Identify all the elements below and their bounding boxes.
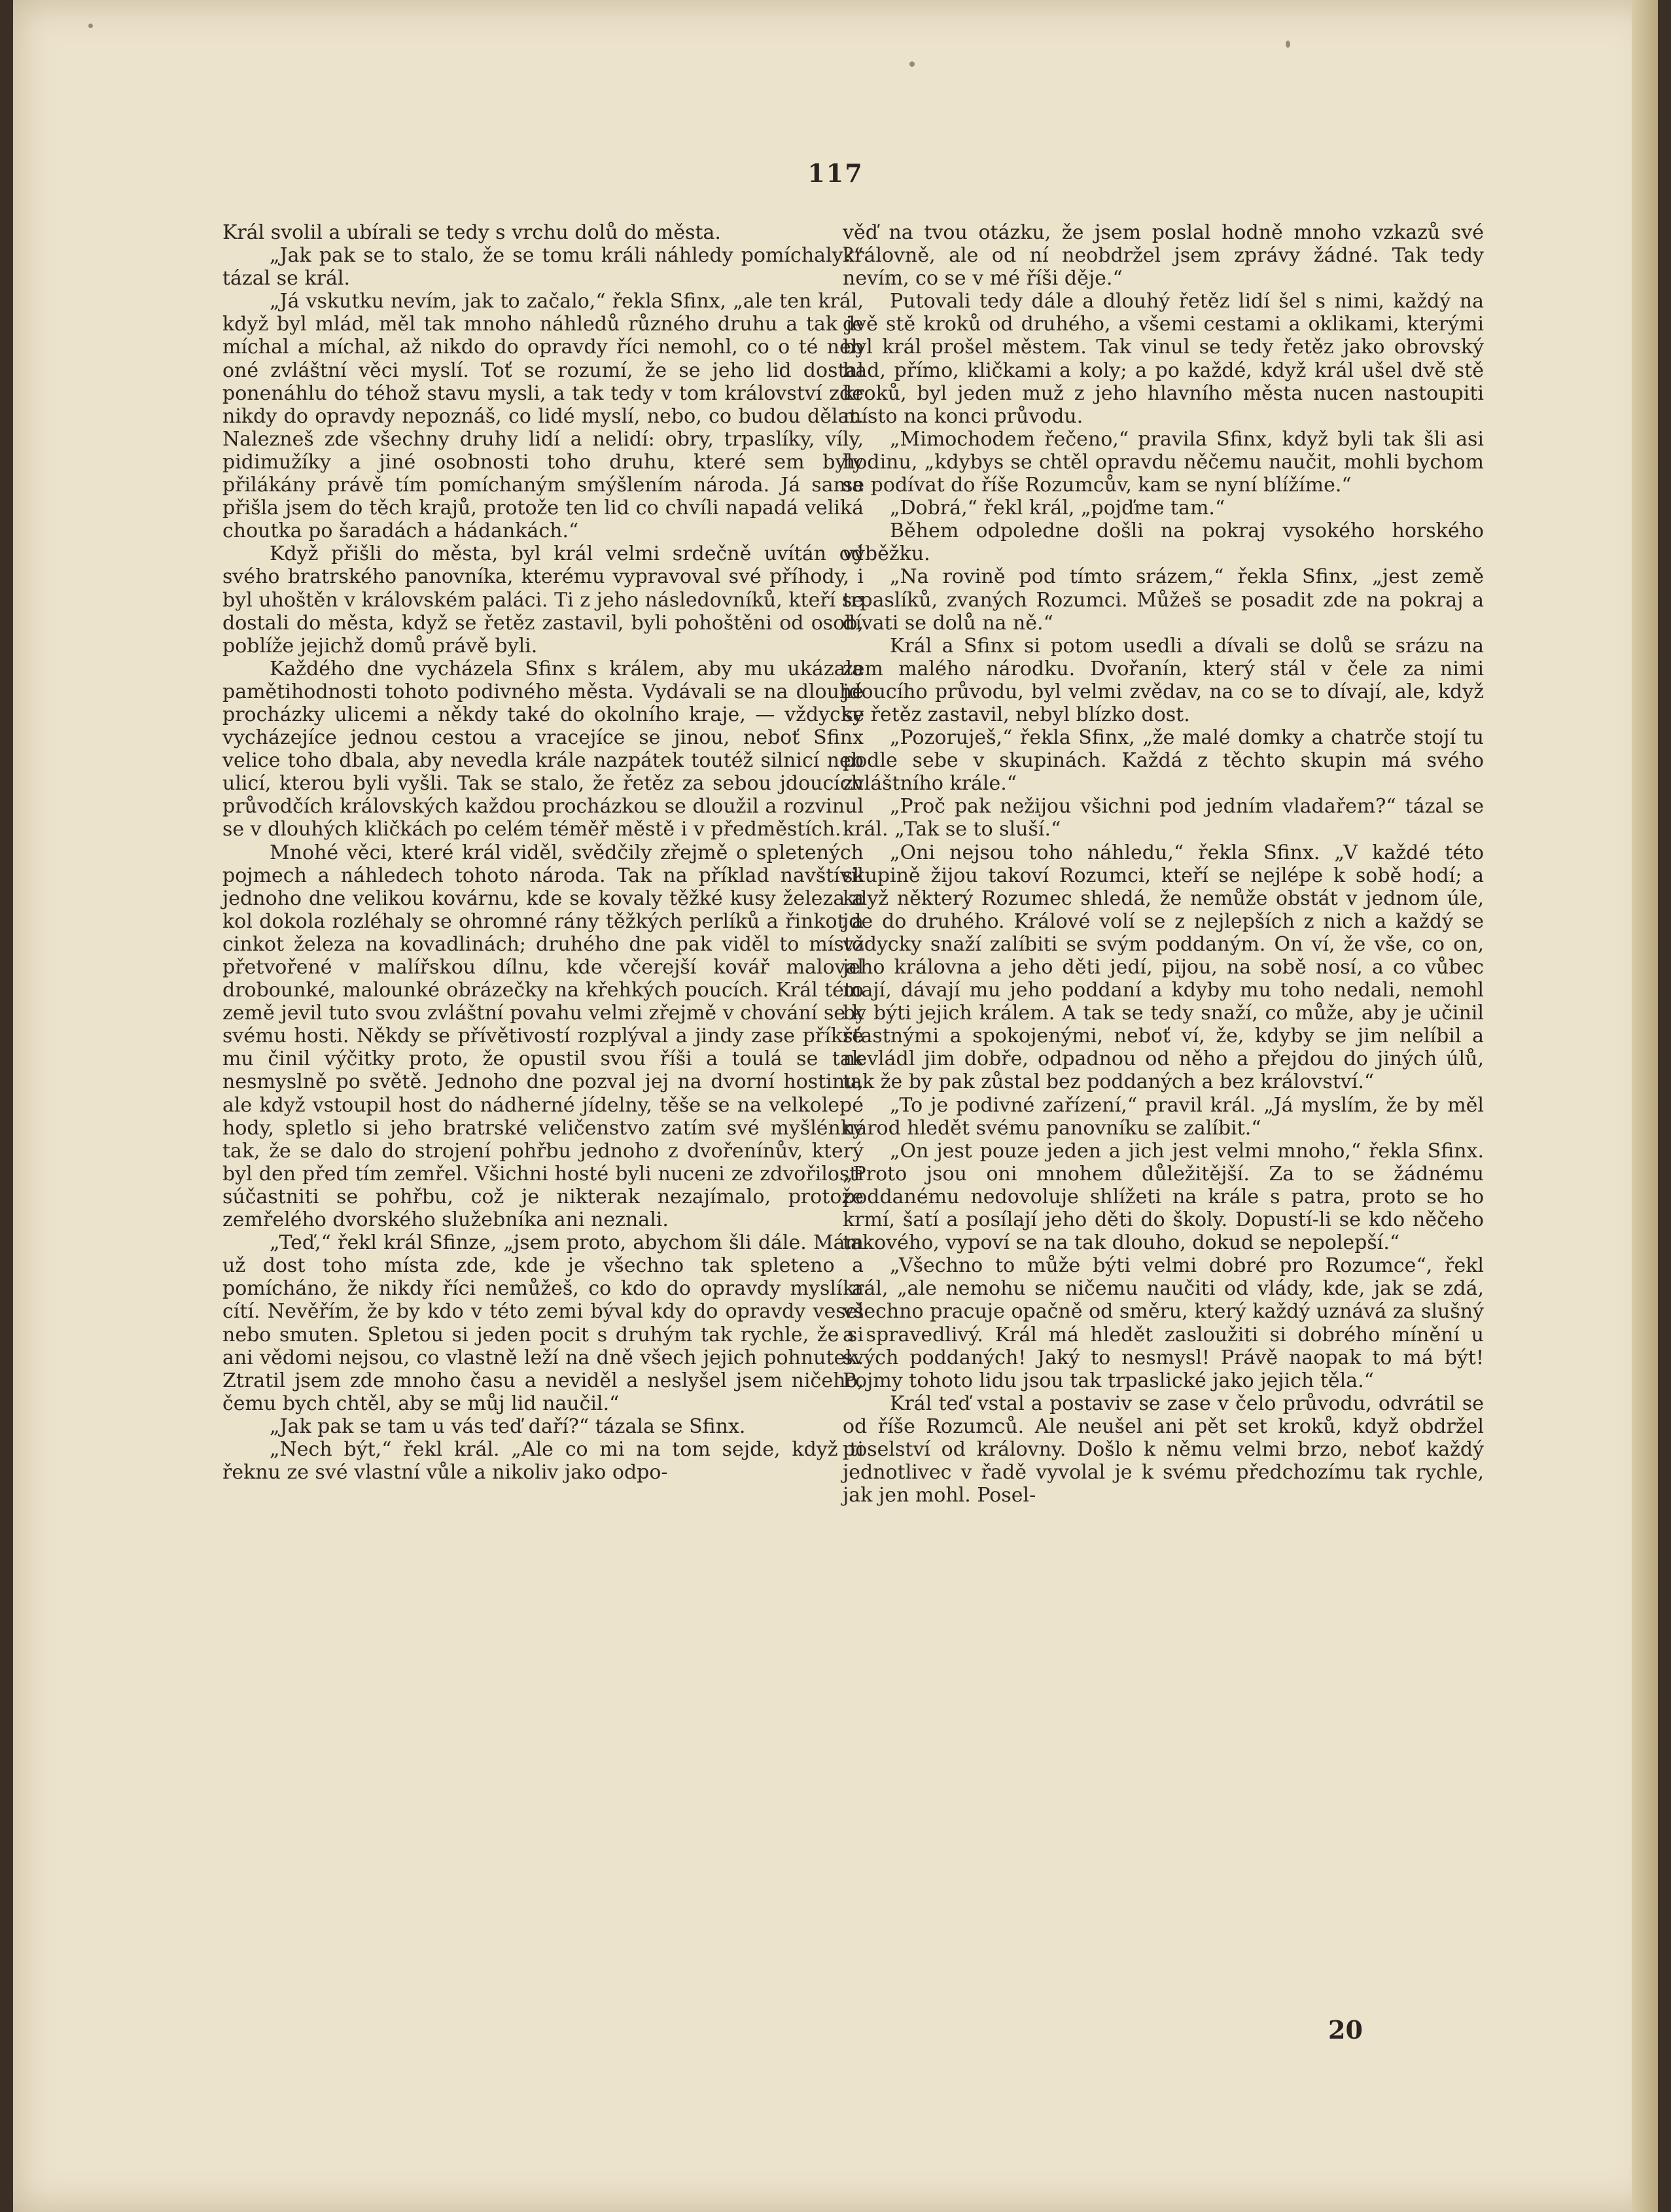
paragraph: „Na rovině pod tímto srázem,“ řekla Sfinx, „jest země trpaslíků, zvaných Rozumci. Můžeš se posadit zde na pokraj a dívati se dolů na ně.“ (843, 565, 1484, 635)
paragraph: „Oni nejsou toho náhledu,“ řekla Sfinx. „V každé této skupině žijou takoví Rozumci, kteří se nejlépe k sobě hodí; a když některý Rozumec shledá, že nemůže obstát v jednom úle, jde do druhého. Králové volí se z nejlepších z nich a každý se vždycky snaží zalíbiti se svým poddaným. On ví, že vše, co on, jeho královna a jeho děti jedí, pijou, na sobě nosí, a co vůbec mají, dávají mu jeho poddaní a kdyby mu toho nedali, nemohl by býti jejich králem. A tak se tedy snaží, co může, aby je učinil šťastnými a spokojenými, neboť ví, že, kdyby se jim nelíbil a nevládl jim dobře, odpadnou od něho a přejdou do jiných úlů, tak že by pak zůstal bez poddaných a bez království.“ (843, 841, 1484, 1094)
page-number: 117 (807, 158, 864, 188)
paragraph: „Mimochodem řečeno,“ pravila Sfinx, když byli tak šli asi hodinu, „kdybys se chtěl opravdu něčemu naučit, mohli bychom se podívat do říše Rozumcův, kam se nyní blížíme.“ (843, 427, 1484, 497)
printer-signature: 20 (1328, 2015, 1363, 2045)
page-edge (1632, 0, 1658, 2212)
paragraph: „Pozoruješ,“ řekla Sfinx, „že malé domky a chatrče stojí tu podle sebe v skupinách. Každá z těchto skupin má svého zvláštního krále.“ (843, 726, 1484, 796)
paper-blemish (88, 24, 93, 28)
paragraph: „Nech být,“ řekl král. „Ale co mi na tom sejde, když ti řeknu ze své vlastní vůle a nikoliv jako odpo- (222, 1437, 864, 1484)
paragraph: „Jak pak se to stalo, že se tomu králi náhledy pomíchaly?“ tázal se král. (222, 244, 864, 290)
paper-blemish (1286, 41, 1290, 48)
paragraph: „Proč pak nežijou všichni pod jedním vladařem?“ tázal se král. „Tak se to sluší.“ (843, 795, 1484, 841)
paragraph: „Dobrá,“ řekl král, „pojďme tam.“ (890, 497, 1225, 520)
paragraph: věď na tvou otázku, že jsem poslal hodně mnoho vzkazů své královně, ale od ní neobdržel jsem zprávy žádné. Tak tedy nevím, co se v mé říši děje.“ (843, 221, 1484, 290)
paragraph: Král svolil a ubírali se tedy s vrchu dolů do města. (222, 221, 721, 244)
paragraph: Král a Sfinx si potom usedli a dívali se dolů se srázu na zem malého národku. Dvořanín, který stál v čele za nimi jdoucího průvodu, byl velmi zvědav, na co se to dívají, ale, když se řetěz zastavil, nebyl blízko dost. (843, 634, 1484, 726)
paragraph: Mnohé věci, které král viděl, svědčily zřejmě o spletených pojmech a náhledech tohoto národa. Tak na příklad navštívil jednoho dne velikou kovárnu, kde se kovaly těžké kusy železa a kol dokola rozléhaly se ohromné rány těžkých perlíků a řinkot a cinkot železa na kovadlinách; druhého dne pak viděl to místo přetvořené v malířskou dílnu, kde včerejší kovář maloval drobounké, malounké obrázečky na křehkých poucích. Král této země jevil tuto svou zvláštní povahu velmi zřejmě v chování se k svému hosti. Někdy se přívětivostí rozplýval a jindy zase příkré mu činil výčitky proto, že opustil svou říši a toulá se tak nesmyslně po světě. Jednoho dne pozval jej na dvorní hostinu, ale když vstoupil host do nádherné jídelny, těše se na velkolepé hody, spletlo si jeho bratrské veličenstvo zatím své myšlénky tak, že se dalo do strojení pohřbu jednoho z dvořenínův, který byl den před tím zemřel. Všichni hosté byli nuceni ze zdvořilosti súčastniti se pohřbu, což je nikterak nezajímalo, protože zemřelého dvorského služebníka ani neznali. (222, 841, 864, 1232)
paragraph: „Jak pak se tam u vás teď daří?“ tázala se Sfinx. (270, 1414, 746, 1438)
paragraph: „Teď,“ řekl král Sfinze, „jsem proto, abychom šli dále. Mám už dost toho místa zde, kde je všechno tak spleteno a pomícháno, že nikdy říci nemůžeš, co kdo do opravdy myslí a cítí. Nevěřím, že by kdo v této zemi býval kdy do opravdy vesel nebo smuten. Spletou si jeden pocit s druhým tak rychle, že si ani vědomi nejsou, co vlastně leží na dně všech jejich pohnutek. Ztratil jsem zde mnoho času a neviděl a neslyšel jsem ničeho, čemu bych chtěl, aby se můj lid naučil.“ (222, 1231, 864, 1415)
paragraph: Putovali tedy dále a dlouhý řetěz lidí šel s nimi, každý na dvě stě kroků od druhého, a všemi cestami a oklikami, kterými byl král prošel městem. Tak vinul se tedy řetěz jako obrovský had, přímo, kličkami a koly; a po každé, když král ušel dvě stě kroků, byl jeden muž z jeho hlavního města nucen nastoupiti místo na konci průvodu. (843, 290, 1484, 428)
paper-blemish (909, 61, 915, 67)
book-page (13, 0, 1658, 2212)
paragraph: Když přišli do města, byl král velmi srdečně uvítán od svého bratrského panovníka, kterému vypravoval své příhody, i byl uhoštěn v královském paláci. Ti z jeho následovníků, kteří se dostali do města, když se řetěz zastavil, byli pohoštěni od osob, poblíže jejichž domů právě byli. (222, 542, 864, 658)
right-column (843, 221, 1484, 1507)
paragraph: „Já vskutku nevím, jak to začalo,“ řekla Sfinx, „ale ten král, když byl mlád, měl tak mnoho náhledů různého druhu a tak je míchal a míchal, až nikdo do opravdy říci nemohl, co o té neb oné zvláštní věci myslí. Toť se rozumí, že se jeho lid dostal ponenáhlu do téhož stavu mysli, a tak tedy v tom království zde nikdy do opravdy nepoznáš, co lidé myslí, nebo, co budou dělat. Nalezneš zde všechny druhy lidí a nelidí: obry, trpaslíky, víly, pidimužíky a jiné osobnosti toho druhu, které sem byly přilákány právě tím pomíchaným smýšlením národa. Já sama přišla jsem do těch krajů, protože ten lid co chvíli napadá veliká choutka po šaradách a hádankách.“ (222, 290, 864, 543)
paragraph: „On jest pouze jeden a jich jest velmi mnoho,“ řekla Sfinx. „Proto jsou oni mnohem důležitější. Za to se žádnému poddanému nedovoluje shlížeti na krále s patra, proto se ho krmí, šatí a posílají jeho děti do školy. Dopustí-li se kdo něčeho takového, vypoví se na tak dlouho, dokud se nepolepší.“ (843, 1139, 1484, 1255)
paragraph: „Všechno to může býti velmi dobré pro Rozumce“, řekl král, „ale nemohu se ničemu naučiti od vlády, kde, jak se zdá, všechno pracuje opačně od směru, který každý uznává za slušný a spravedlivý. Král má hledět zasloužiti si dobrého mínění u svých poddaných! Jaký to nesmysl! Právě naopak to má být! Pojmy tohoto lidu jsou tak trpaslické jako jejich těla.“ (843, 1254, 1484, 1392)
paragraph: „To je podivné zařízení,“ pravil král. „Já myslím, že by měl národ hledět svému panovníku se zalíbit.“ (843, 1093, 1484, 1140)
left-column (222, 221, 864, 1484)
paragraph: Král teď vstal a postaviv se zase v čelo průvodu, odvrátil se od říše Rozumců. Ale neušel ani pět set kroků, když obdržel poselství od královny. Došlo k němu velmi brzo, neboť každý jednotlivec v řadě vyvolal je k svému předchozímu tak rychle, jak jen mohl. Posel- (843, 1392, 1484, 1507)
paragraph: Během odpoledne došli na pokraj vysokého horského výběžku. (843, 519, 1484, 566)
paragraph: Každého dne vycházela Sfinx s králem, aby mu ukázala pamětihodnosti tohoto podivného města. Vydávali se na dlouhé procházky ulicemi a někdy také do okolního kraje, — vždycky vycházejíce jednou cestou a vracejíce se jinou, neboť Sfinx velice toho dbala, aby nevedla krále nazpátek toutéž silnicí neb ulicí, kterou byli vyšli. Tak se stalo, že řetěz za sebou jdoucích průvodčích královských každou procházkou se dloužil a rozvinul se v dlouhých kličkách po celém téměř městě i v předměstích. (222, 657, 864, 841)
